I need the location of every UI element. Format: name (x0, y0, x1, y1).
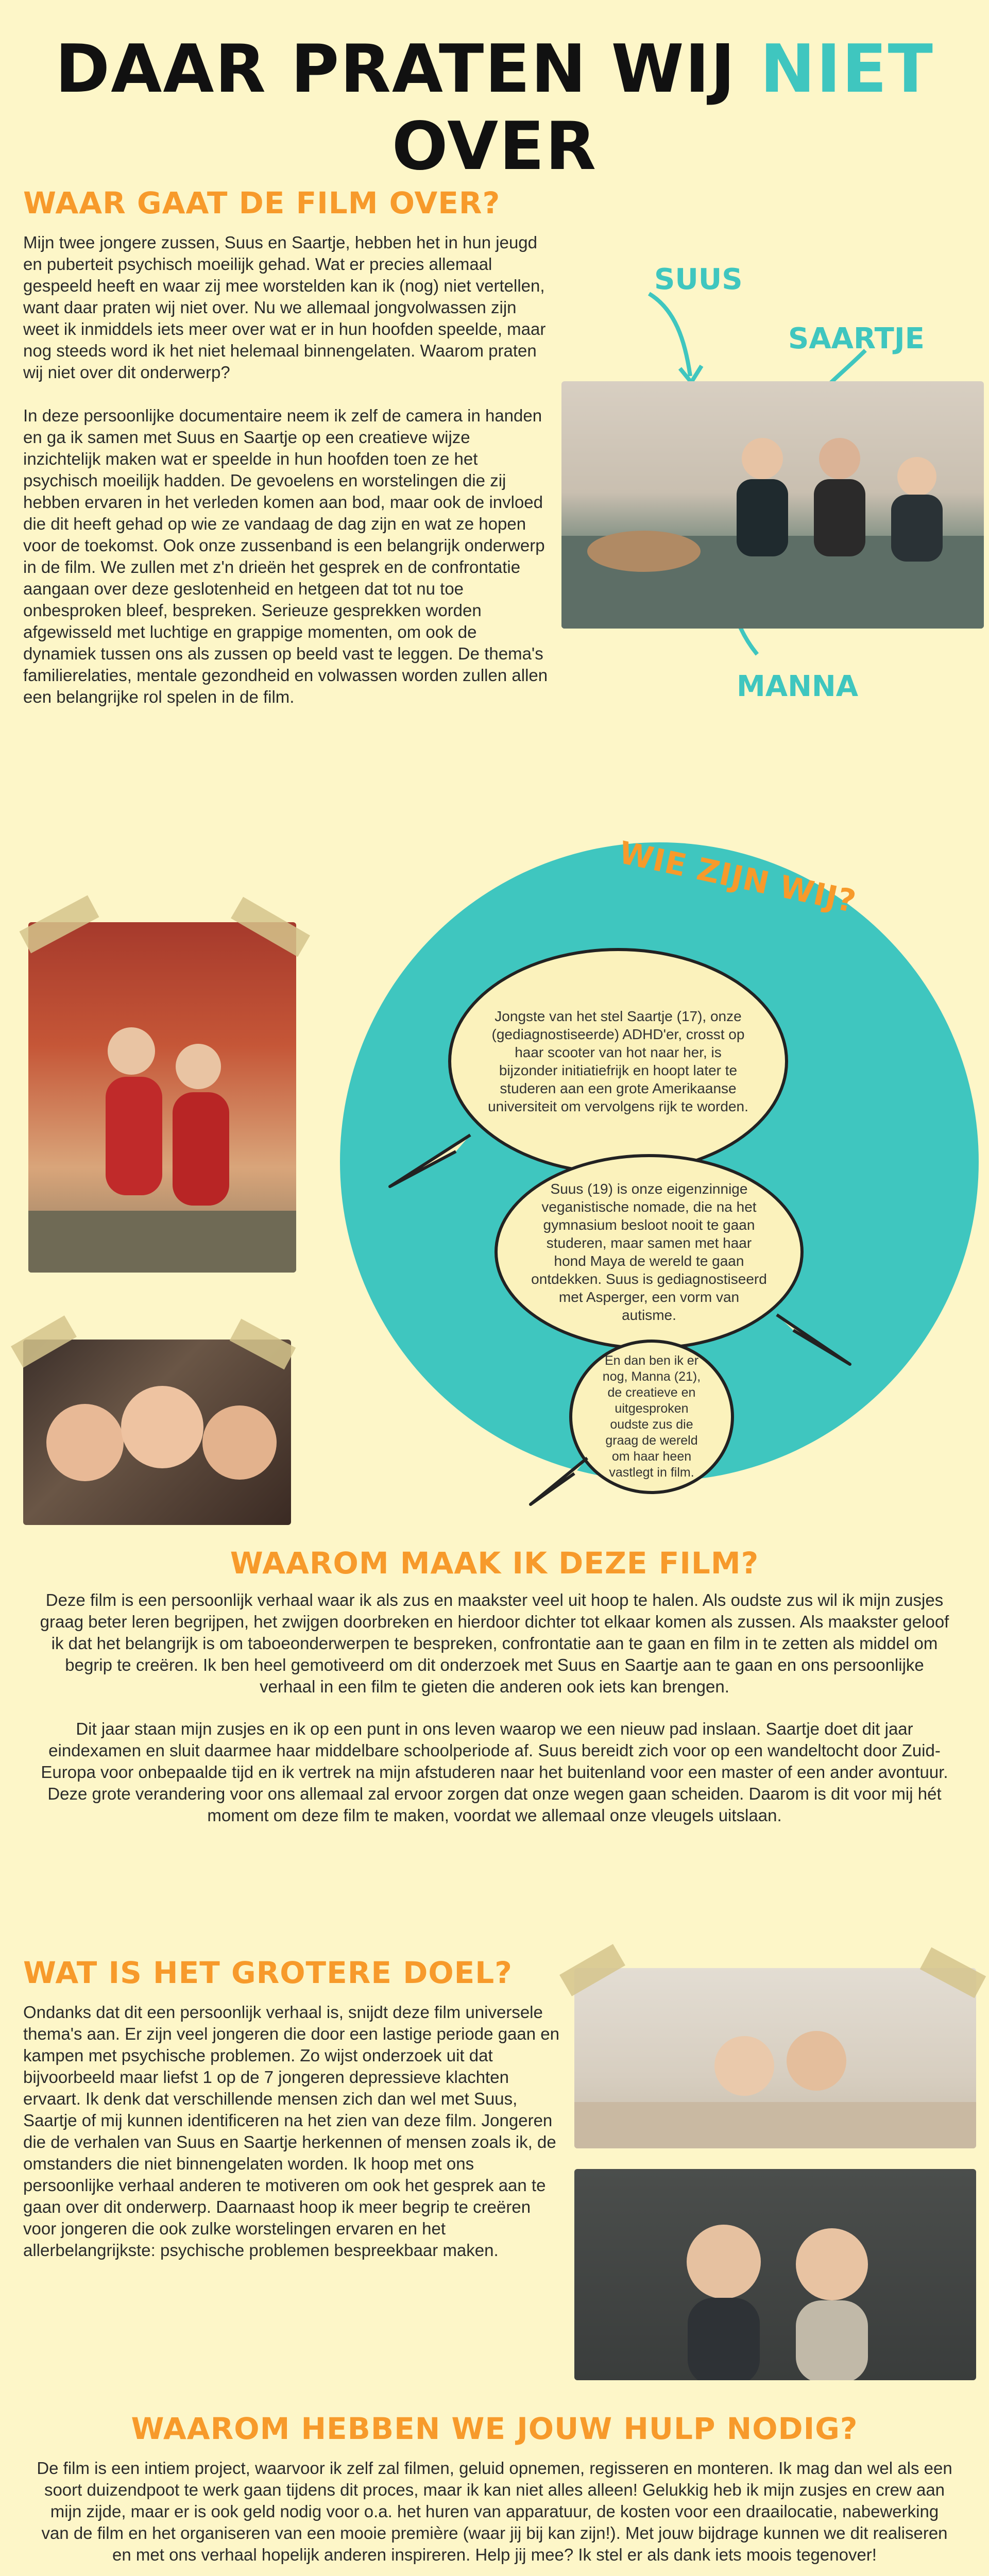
page-title (0, 31, 989, 185)
childhood-photo-2 (23, 1340, 291, 1525)
bubble-manna-tail (525, 1453, 592, 1510)
page-title-part2: OVER (391, 108, 598, 185)
childhood-photo-1-figures (28, 922, 296, 1273)
bubble-suus (494, 1154, 804, 1350)
childhood-photo-1 (28, 922, 296, 1273)
bubble-saartje-text: Jongste van het stel Saartje (17), onze (gediagnostiseerde) ADHD'er, crosst op haar scooter van hot naar her, is bijzonder initiatiefrijk en hoopt later te studeren aan een grote Amerikaanse universiteit om vervolgens rijk te worden. (488, 1008, 748, 1114)
label-saartje: SAARTJE (788, 322, 925, 355)
bubble-saartje (448, 948, 788, 1175)
bubble-manna-text: En dan ben ik er nog, Manna (21), de creatieve en uitgesproken oudste zus die graag de wereld om haar heen vastlegt in film. (602, 1353, 701, 1480)
sisters-photo-figures (561, 381, 984, 629)
about-heading: WAAR GAAT DE FILM OVER? (23, 185, 501, 221)
why-text (36, 1589, 953, 1826)
why-paragraph-2: Dit jaar staan mijn zusjes en ik op een punt in ons leven waarop we een nieuw pad inslaan. Saartje doet dit jaar eindexamen en sluit daarmee haar middelbare schoolperiode af. Suus bereidt zich voor op een wandeltocht door Zuid-Europa voor onbepaalde tijd en ik vertrek na mijn afstuderen naar het buitenland voor een master of een ander avontuur. Deze grote verandering voor ons allemaal zal ervoor zorgen dat onze wegen gaan scheiden. Daarom is dit voor mij hét moment om deze film te maken, voordat we allemaal onze vleugels uitslaan. (41, 1719, 948, 1825)
help-text (36, 2458, 953, 2566)
about-paragraph-1: Mijn twee jongere zussen, Suus en Saartje, hebben het in hun jeugd en puberteit psychisch moeilijk gehad. Wat er precies allemaal gespeeld heeft en waar zij mee worstelden kan ik (nog) niet vertellen, want daar praten wij niet over. Nu we allemaal jongvolwassen zijn weet ik inmiddels iets meer over wat er in hun hoofden speelde, maar nog steeds word ik het niet helemaal binnengelaten. Waarom praten wij niet over dit onderwerp? (23, 233, 546, 382)
sisters-couch-figures (574, 1968, 976, 2148)
goal-paragraph: Ondanks dat dit een persoonlijk verhaal is, snijdt deze film universele thema's aan. Er zijn veel jongeren die door een lastige periode gaan en kampen met psychische problemen. Zo wijst onderzoek uit dat bijvoorbeeld maar liefst 1 op de 7 jongeren depressieve klachten ervaart. Ik denk dat verschillende mensen zich dan wel met Suus, Saartje of mij kunnen identificeren na het zien van deze film. Jongeren die de verhalen van Suus en Saartje herkennen of mensen zoals ik, de omstanders die niet binnengelaten worden. Ik hoop met ons persoonlijke verhaal anderen te motiveren om ook het gesprek aan te gaan over dit onderwerp. Daarnaast hoop ik meer begrip te creëren voor jongeren die ook zulke worstelingen ervaren en het allerbelangrijkste: psychische problemen bespreekbaar maken. (23, 2003, 559, 2260)
page-title-highlight: NIET (760, 31, 934, 108)
who-heading: WIE ZIJN WIJ? (616, 835, 860, 920)
sisters-couch-photo (574, 1968, 976, 2148)
help-heading: WAAROM HEBBEN WE JOUW HULP NODIG? (131, 2411, 858, 2446)
why-paragraph-1: Deze film is een persoonlijk verhaal waar ik als zus en maakster veel uit hoop te halen. Als oudste zus wil ik mijn zusjes graag beter leren begrijpen, het zwijgen doorbreken en hierdoor dichter tot elkaar komen als zussen. Als maakster geloof ik dat het belangrijk is om taboeonderwerpen te bespreken, confrontatie aan te gaan en film in te zetten als middel om begrip te creëren. Ik ben heel gemotiveerd om dit onderzoek met Suus en Saartje aan te gaan en ons persoonlijke verhaal in een film te gieten die anderen ook iets kan brengen. (40, 1590, 949, 1696)
bubble-suus-tail (773, 1303, 855, 1370)
goal-text (23, 2002, 564, 2261)
sisters-portrait-photo (574, 2169, 976, 2380)
page-title-part1: DAAR PRATEN WIJ (55, 31, 736, 108)
childhood-photo-2-figures (23, 1340, 291, 1525)
sisters-photo (561, 381, 984, 629)
goal-heading: WAT IS HET GROTERE DOEL? (23, 1955, 513, 1990)
sisters-portrait-figures (574, 2169, 976, 2380)
bubble-suus-text: Suus (19) is onze eigenzinnige veganistische nomade, die na het gymnasium besloot nooit te gaan studeren, maar samen met haar hond Maya de wereld te gaan ontdekken. Suus is gediagnostiseerd met Asperger, een vorm van autisme. (531, 1181, 767, 1323)
bubble-manna (569, 1340, 734, 1494)
label-suus: SUUS (654, 263, 743, 296)
about-paragraph-2: In deze persoonlijke documentaire neem ik zelf de camera in handen en ga ik samen met Suus en Saartje op een creatieve wijze inzichtelijk maken wat er speelde in hun hoofden toen ze het psychisch moeilijk hadden. De gevoelens en worstelingen die zij hebben ervaren in het verleden komen aan bod, maar ook de invloed die dit heeft gehad op wie ze vandaag de dag zijn en wat ze hopen voor de toekomst. Ook onze zussenband is een belangrijk onderwerp in de film. We zullen met z'n drieën het gesprek en de confrontatie aangaan over deze geslotenheid en hetgeen dat tot nu toe onbesproken bleef, bespreken. Serieuze gesprekken worden afgewisseld met luchtige en grappige momenten, om ook de dynamiek tussen ons als zussen op beeld vast te leggen. De thema's familierelaties, mentale gezondheid en volwassen worden zullen allen een belangrijke rol spelen in de film. (23, 406, 548, 706)
why-heading: WAAROM MAAK IK DEZE FILM? (230, 1546, 759, 1581)
bubble-saartje-tail (384, 1121, 476, 1193)
about-text (23, 232, 549, 708)
help-paragraph: De film is een intiem project, waarvoor ik zelf zal filmen, geluid opnemen, regisseren en monteren. Ik mag dan wel als een soort duizendpoot te werk gaan tijdens dit proces, maar ik kan niet alles alleen! Gelukkig heb ik mijn zusjes en crew aan mijn zijde, maar er is ook geld nodig voor o.a. het huren van apparatuur, de kosten voor een draailocatie, nabewerking van de film en het organiseren van een mooie première (waar jij bij kan zijn!). Met jouw bijdrage kunnen we dit realiseren en met ons verhaal hopelijk anderen inspireren. Help jij mee? Ik stel er als dank iets moois tegenover! (37, 2459, 952, 2564)
label-manna: MANNA (737, 670, 859, 703)
